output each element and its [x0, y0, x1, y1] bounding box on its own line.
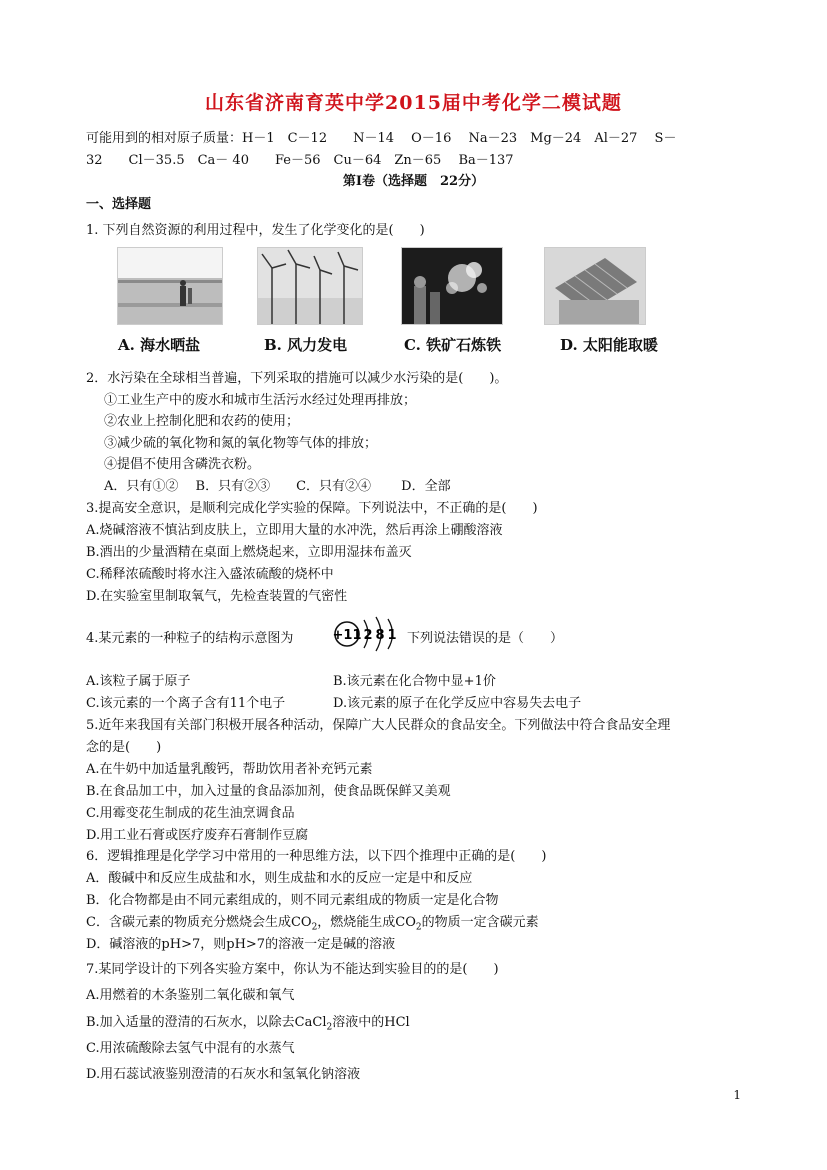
question-2-item-3: ③减少硫的氧化物和氮的氧化物等气体的排放；	[104, 436, 378, 451]
wind-power-image	[257, 247, 363, 325]
exam-title: 山东省济南育英中学2015届中考化学二模试题	[205, 92, 622, 114]
question-4-option-d: D.该元素的原子在化学反应中容易失去电子	[333, 696, 582, 711]
question-3-option-a: A.烧碱溶液不慎沾到皮肤上，立即用大量的水冲洗，然后再涂上硼酸溶液	[86, 523, 503, 538]
question-5-option-b: B.在食品加工中，加入过量的食品添加剂，使食品既保鲜又美观	[86, 784, 451, 799]
atomic-masses-line-2: 32 Cl－35.5 Ca－ 40 Fe－56 Cu－64 Zn－65 Ba－137	[86, 153, 514, 168]
sea-salt-drying-image	[117, 247, 223, 325]
atom-shell-3-label: 1	[387, 628, 397, 643]
atom-nucleus-label: +11	[332, 628, 362, 643]
question-1-stem: 1. 下列自然资源的利用过程中，发生了化学变化的是( )	[86, 223, 425, 238]
question-2-item-1: ①工业生产中的废水和城市生活污水经过处理再排放；	[104, 393, 417, 408]
question-6-stem: 6．逻辑推理是化学学习中常用的一种思维方法，以下四个推理中正确的是( )	[86, 849, 547, 864]
question-7-option-b-part-1: B.加入适量的澄清的石灰水，以除去CaCl	[86, 1015, 327, 1030]
question-5-option-c: C.用霉变花生制成的花生油烹调食品	[86, 806, 295, 821]
atom-shell-1-label: 2	[363, 628, 373, 643]
iron-smelting-image	[401, 247, 503, 325]
question-1-caption-a: A. 海水晒盐	[118, 336, 201, 354]
solar-heating-image	[544, 247, 646, 325]
question-6-option-b: B．化合物都是由不同元素组成的，则不同元素组成的物质一定是化合物	[86, 893, 499, 908]
question-5-stem-line-1: 5.近年来我国有关部门积极开展各种活动，保障广大人民群众的食品安全。下列做法中符合食品安全理	[86, 718, 671, 733]
question-5-option-d: D.用工业石膏或医疗废弃石膏制作豆腐	[86, 828, 309, 843]
question-2-stem: 2．水污染在全球相当普遍，下列采取的措施可以减少水污染的是( )。	[86, 371, 508, 386]
question-1-caption-b: B. 风力发电	[264, 336, 348, 354]
question-3-option-c: C.稀释浓硫酸时将水注入盛浓硫酸的烧杯中	[86, 567, 334, 582]
question-7-option-b	[86, 1011, 410, 1033]
question-4-option-a: A.该粒子属于原子	[86, 674, 191, 689]
question-6-option-c	[86, 911, 539, 933]
question-7-option-c: C.用浓硫酸除去氢气中混有的水蒸气	[86, 1041, 295, 1056]
question-6-option-c-part-1: C．含碳元素的物质充分燃烧会生成CO	[86, 915, 312, 930]
atom-shell-2-label: 8	[375, 628, 385, 643]
page-number: 1	[733, 1088, 741, 1102]
question-6-option-d: D．碱溶液的pH>7，则pH>7的溶液一定是碱的溶液	[86, 937, 396, 952]
question-4-stem-after: 下列说法错误的是（ ）	[407, 631, 564, 646]
question-2-options: A．只有①② B．只有②③ C．只有②④ D．全部	[104, 479, 451, 494]
question-7-option-a: A.用燃着的木条鉴别二氧化碳和氧气	[86, 988, 295, 1003]
cacl2-subscript: 2	[326, 1022, 333, 1033]
co2-subscript-1: 2	[311, 922, 318, 933]
question-6-option-a: A．酸碱中和反应生成盐和水，则生成盐和水的反应一定是中和反应	[86, 871, 473, 886]
co2-subscript-2: 2	[415, 922, 422, 933]
question-7-option-d: D.用石蕊试液鉴别澄清的石灰水和氢氧化钠溶液	[86, 1067, 361, 1082]
question-7-stem: 7.某同学设计的下列各实验方案中，你认为不能达到实验目的的是( )	[86, 962, 499, 977]
question-2-item-4: ④提倡不使用含磷洗衣粉。	[104, 457, 261, 472]
question-1-caption-c: C. 铁矿石炼铁	[404, 336, 502, 354]
volume-title: 第Ⅰ卷（选择题 22分）	[342, 174, 485, 189]
question-5-stem-line-2: 念的是( )	[86, 740, 162, 755]
question-2-item-2: ②农业上控制化肥和农药的使用；	[104, 414, 300, 429]
question-4-option-c: C.该元素的一个离子含有11个电子	[86, 696, 286, 711]
question-6-option-c-part-2: ，燃烧能生成CO	[317, 915, 416, 930]
question-1-caption-d: D. 太阳能取暖	[560, 336, 658, 354]
question-3-option-b: B.酒出的少量酒精在桌面上燃烧起来，立即用湿抹布盖灭	[86, 545, 412, 560]
section-title: 一、选择题	[86, 197, 152, 212]
question-3-stem: 3.提高安全意识，是顺利完成化学实验的保障。下列说法中，不正确的是( )	[86, 501, 538, 516]
question-6-option-c-part-3: 的物质一定含碳元素	[421, 915, 539, 930]
atom-structure-diagram	[330, 615, 398, 653]
atomic-masses-line-1: 可能用到的相对原子质量：H－1 C－12 N－14 O－16 Na－23 Mg－24 Al－27 S－	[86, 131, 677, 146]
question-3-option-d: D.在实验室里制取氧气，先检查装置的气密性	[86, 589, 348, 604]
question-4-stem-before: 4.某元素的一种粒子的结构示意图为	[86, 631, 294, 646]
question-7-option-b-part-2: 溶液中的HCl	[332, 1015, 410, 1030]
question-5-option-a: A.在牛奶中加适量乳酸钙，帮助饮用者补充钙元素	[86, 762, 373, 777]
question-4-option-b: B.该元素在化合物中显+1价	[333, 674, 496, 689]
